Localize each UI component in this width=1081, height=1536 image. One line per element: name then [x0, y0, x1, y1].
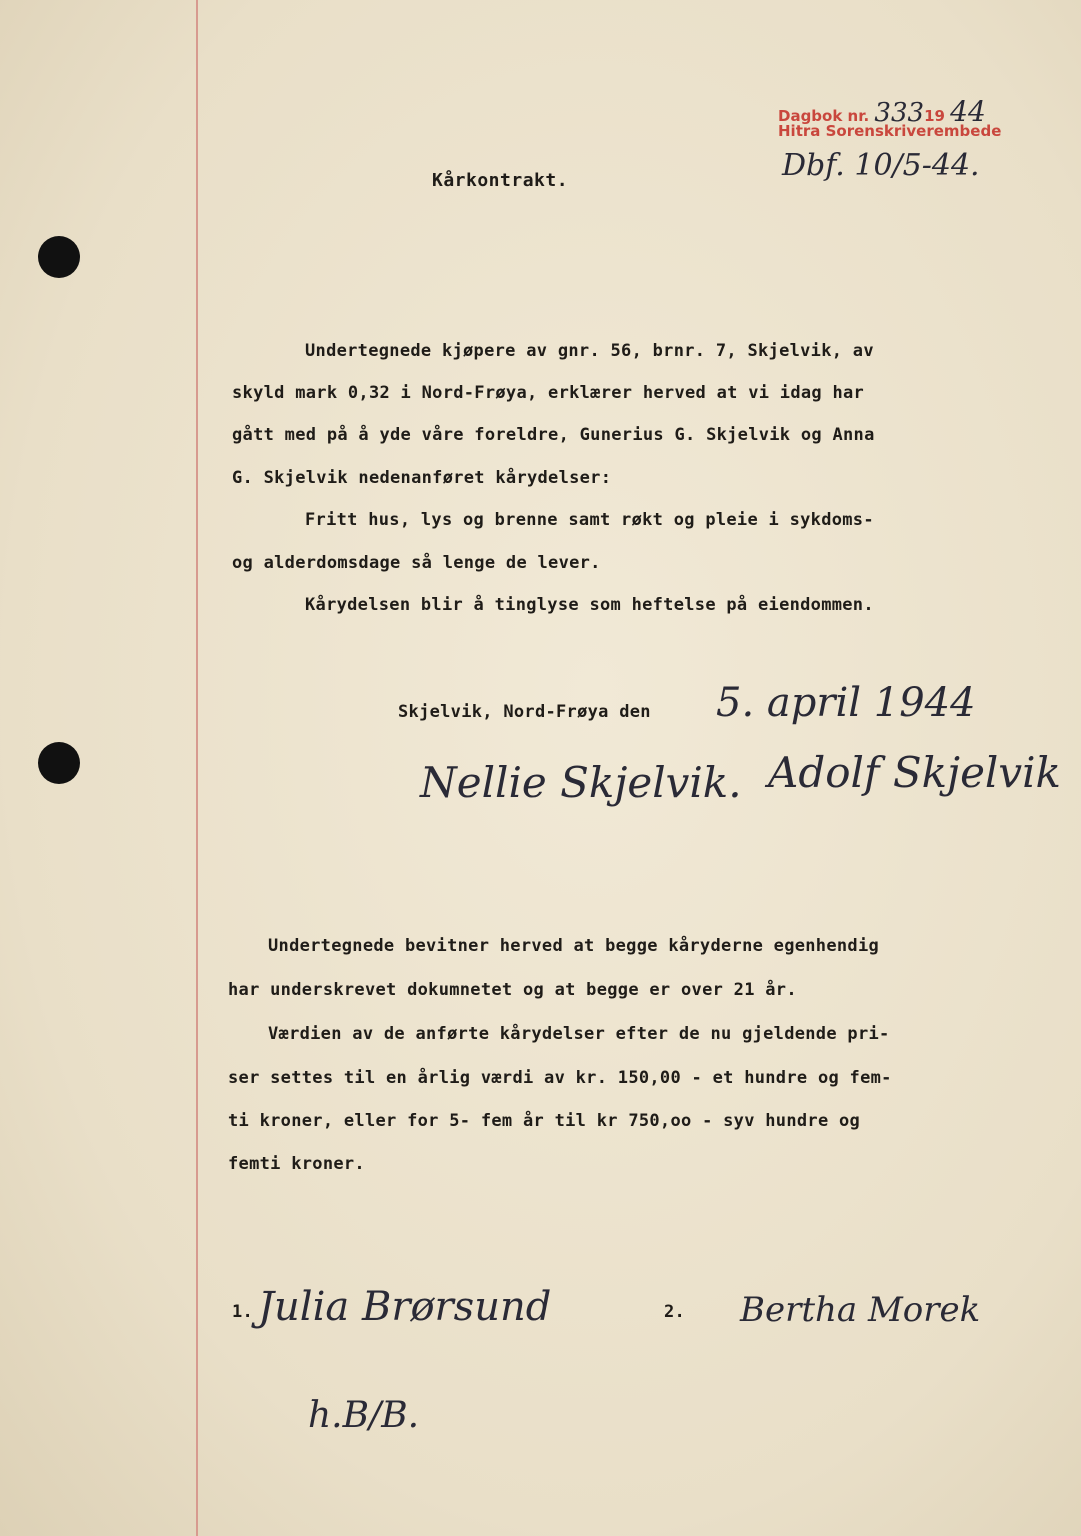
handwritten-date: 5. april 1944	[716, 680, 976, 726]
witness-signature-2: Bertha Morek	[740, 1290, 981, 1330]
punch-hole-bottom	[38, 742, 80, 784]
signature-1: Nellie Skjelvik.	[420, 758, 742, 807]
document-title: Kårkontrakt.	[432, 170, 569, 191]
paragraph1-line: og alderdomsdage så lenge de lever.	[232, 553, 601, 573]
registry-stamp-line2: Hitra Sorenskriverembede	[778, 122, 1002, 140]
paragraph2-line: ser settes til en årlig værdi av kr. 150,00 - et hundre og fem-	[228, 1068, 892, 1088]
margin-rule	[196, 0, 198, 1536]
stamp-number: 333	[874, 98, 925, 128]
paragraph1-line: Kårydelsen blir å tinglyse som heftelse på eiendommen.	[305, 595, 874, 615]
punch-hole-top	[38, 236, 80, 278]
signature-2: Adolf Skjelvik	[768, 748, 1061, 797]
witness-signature-1: Julia Brørsund	[258, 1284, 552, 1330]
paragraph2-line: Undertegnede bevitner herved at begge kåryderne egenhendig	[268, 936, 880, 956]
paragraph1-line: Fritt hus, lys og brenne samt røkt og pleie i sykdoms-	[305, 510, 874, 530]
stamp-prefix: Dagbok nr.	[778, 107, 870, 125]
paragraph1-line: gått med på å yde våre foreldre, Gunerius G. Skjelvik og Anna	[232, 425, 875, 445]
place-date-typed: Skjelvik, Nord-Frøya den	[398, 702, 651, 722]
paragraph2-line: Værdien av de anførte kårydelser efter de nu gjeldende pri-	[268, 1024, 890, 1044]
witness-number-2: 2.	[664, 1302, 686, 1322]
witness-number-1: 1.	[232, 1302, 254, 1322]
paragraph2-line: har underskrevet dokumnetet og at begge er over 21 år.	[228, 980, 797, 1000]
initials: h.B/B.	[308, 1395, 420, 1436]
paragraph2-line: femti kroner.	[228, 1154, 365, 1174]
stamp-year: 44	[950, 95, 986, 128]
filing-note: Dbf. 10/5-44.	[782, 148, 980, 183]
paragraph1-line: Undertegnede kjøpere av gnr. 56, brnr. 7, Skjelvik, av	[305, 341, 874, 361]
paragraph2-line: ti kroner, eller for 5- fem år til kr 750,oo - syv hundre og	[228, 1111, 861, 1131]
paragraph1-line: skyld mark 0,32 i Nord-Frøya, erklærer herved at vi idag har	[232, 383, 865, 403]
stamp-year-prefix: 19	[924, 107, 945, 125]
paragraph1-line: G. Skjelvik nedenanføret kårydelser:	[232, 468, 612, 488]
